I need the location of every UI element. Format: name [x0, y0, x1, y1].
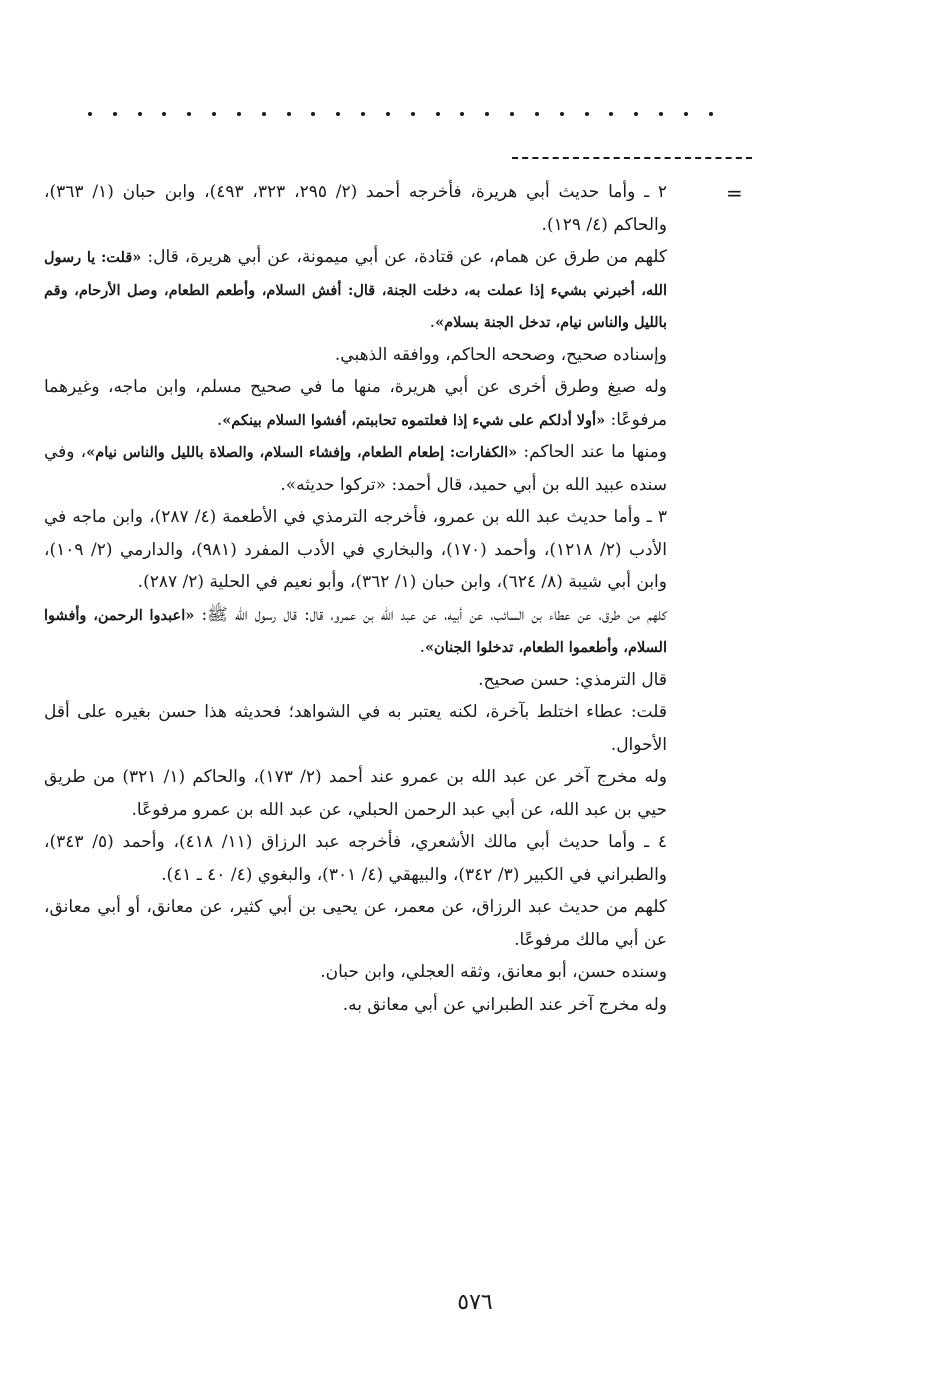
paragraph-text-after: .	[429, 312, 436, 332]
dot	[138, 112, 142, 116]
paragraph-text: ٢ ـ وأما حديث أبي هريرة، فأخرجه أحمد (٢/ ٢٩٥، ٣٢٣، ٤٩٣)، وابن حبان (١/ ٣٦٣)، والحاكم (٤/ ١٢٩).	[44, 182, 668, 235]
paragraph-text-after: .	[216, 409, 223, 430]
paragraph	[44, 436, 667, 501]
dot	[585, 112, 589, 116]
dot	[560, 112, 564, 116]
paragraph	[44, 826, 667, 891]
page-number: ٥٧٦	[457, 1290, 493, 1315]
footnote-separator	[512, 157, 752, 159]
footnote-text	[44, 176, 667, 1021]
dot	[535, 112, 539, 116]
paragraph-text: كلهم من طرق عن همام، عن قتادة، عن أبي ميمونة، عن أبي هريرة، قال:	[147, 247, 667, 267]
hadith-quote: «اعبدوا الرحمن، وأفشوا السلام، وأطعموا الطعام، تدخلوا الجنان»	[44, 606, 667, 656]
paragraph	[44, 989, 667, 1022]
paragraph	[44, 176, 667, 241]
dot	[460, 112, 464, 116]
paragraph	[44, 956, 667, 989]
hadith-quote: «أولا أدلكم على شيء إذا فعلتموه تحاببتم، أفشوا السلام بينكم»	[222, 411, 606, 429]
dot	[659, 112, 663, 116]
hadith-quote: «قلت: يا رسول الله، أخبرني بشيء إذا عملت به، دخلت الجنة، قال: أفش السلام، وأطعم الطعام، وصل الأرحام، وقم بالليل والناس نيام، تدخل الجنة بسلام»	[44, 249, 667, 331]
dot	[411, 112, 415, 116]
dotted-header-rule	[88, 112, 713, 116]
dot	[287, 112, 291, 116]
dot	[510, 112, 514, 116]
paragraph-text: كلهم من حديث عبد الرزاق، عن معمر، عن يحيى بن أبي كثير، عن معانق، أو أبي معانق، عن أبي مالك مرفوعًا.	[44, 897, 667, 950]
dot	[361, 112, 365, 116]
paragraph-text: وإسناده صحيح، وصححه الحاكم، ووافقه الذهبي.	[334, 344, 667, 365]
paragraph	[44, 501, 667, 599]
paragraph	[44, 761, 667, 826]
paragraph-text: ومنها ما عند الحاكم:	[523, 442, 667, 462]
paragraph	[44, 241, 667, 339]
dot	[187, 112, 191, 116]
paragraph-text: قلت: عطاء اختلط بآخرة، لكنه يعتبر به في الشواهد؛ فحديثه هذا حسن بغيره على أقل الأحوال.	[44, 702, 667, 755]
paragraph-text: وله صيغ وطرق أخرى عن أبي هريرة، منها ما في صحيح مسلم، وابن ماجه، وغيرهما مرفوعًا:	[44, 377, 667, 430]
dot	[88, 112, 92, 116]
paragraph-text: ٣ ـ وأما حديث عبد الله بن عمرو، فأخرجه الترمذي في الأطعمة (٤/ ٢٨٧)، وابن ماجه في الأدب (٢/ ١٢١٨)، وأحمد (١٧٠)، والبخاري في الأدب المفرد (٩٨١)، والدارمي (٢/ ١٠٩)، وابن أبي شيبة (٨/ ٦٢٤)، وابن حبان (١/ ٣٦٢)، وأبو نعيم في الحلية (٢/ ٢٨٧).	[44, 507, 667, 592]
paragraph-text: وله مخرج آخر عند الطبراني عن أبي معانق به.	[342, 994, 667, 1015]
continuation-mark: =	[726, 181, 743, 205]
dot	[262, 112, 266, 116]
dot	[336, 112, 340, 116]
paragraph	[44, 371, 667, 436]
paragraph-text: وله مخرج آخر عن عبد الله بن عمرو عند أحمد (٢/ ١٧٣)، والحاكم (١/ ٣٢١) من طريق حيي بن عبد الله، عن أبي عبد الرحمن الحبلي، عن عبد الله بن عمرو مرفوعًا.	[44, 767, 667, 820]
paragraph-text: قال الترمذي: حسن صحيح.	[478, 669, 667, 690]
dot	[485, 112, 489, 116]
dot	[709, 112, 713, 116]
dot	[162, 112, 166, 116]
paragraph-text: كلهم من طرق، عن عطاء بن السائب، عن أبيه، عن عبد الله بن عمرو، قال: قال رسول الله ﷺ:	[201, 604, 667, 625]
dot	[634, 112, 638, 116]
hadith-quote: «الكفارات: إطعام الطعام، وإفشاء السلام، والصلاة بالليل والناس نيام»	[86, 444, 518, 461]
paragraph	[44, 891, 667, 956]
dot	[237, 112, 241, 116]
paragraph-text-after: ، وفي سنده عبيد الله بن أبي حميد، قال أحمد: «تركوا حديثه».	[44, 442, 667, 495]
dot	[609, 112, 613, 116]
paragraph	[44, 599, 667, 664]
dot	[212, 112, 216, 116]
dot	[386, 112, 390, 116]
paragraph-text: ٤ ـ وأما حديث أبي مالك الأشعري، فأخرجه عبد الرزاق (١١/ ٤١٨)، وأحمد (٥/ ٣٤٣)، والطبراني في الكبير (٣/ ٣٤٢)، والبيهقي (٤/ ٣٠١)، والبغوي (٤/ ٤٠ ـ ٤١).	[44, 832, 667, 885]
dot	[113, 112, 117, 116]
dot	[436, 112, 440, 116]
dot	[311, 112, 315, 116]
paragraph	[44, 339, 667, 372]
paragraph	[44, 696, 667, 761]
dot	[684, 112, 688, 116]
paragraph-text-after: .	[419, 637, 425, 657]
paragraph-text: وسنده حسن، أبو معانق، وثقه العجلي، وابن حبان.	[320, 962, 667, 982]
paragraph	[44, 664, 667, 697]
